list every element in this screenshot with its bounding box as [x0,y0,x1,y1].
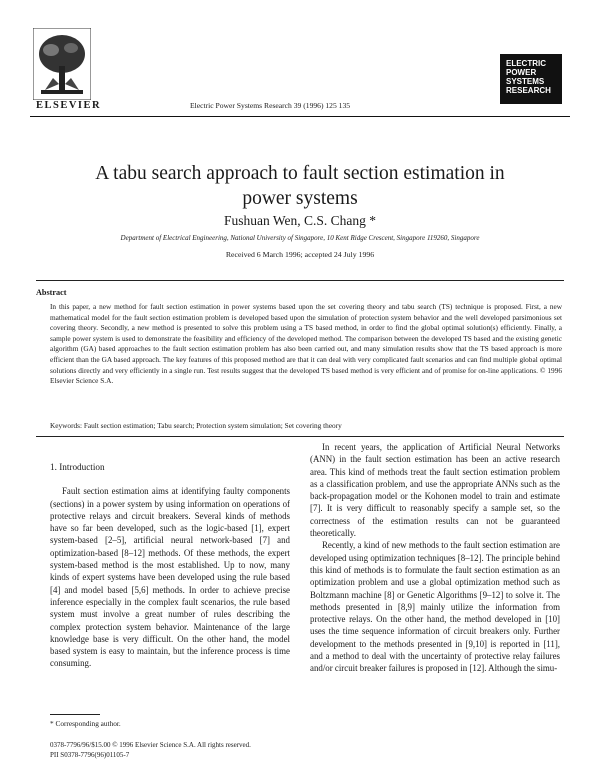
received-dates: Received 6 March 1996; accepted 24 July 1996 [225,250,375,259]
article-title [60,161,540,211]
title-line: A tabu search approach to fault section estimation in [95,163,505,184]
journal-logo [500,54,562,104]
paragraph: Fault section estimation aims at identifying faulty components (sections) in a power system by using information on operations of protective relays and circuit breakers. Several kinds of methods have so far been developed, such as the logic-based [1], expert system-based [2–5], artificial neural network-based [7] and optimization-based [8–12] methods. Of these methods, the expert system-based method is the most established. Up to now, many kinds of expert systems have been developed using the rule based [4] and model based [5,6] methods. In order to achieve precise inference especially in the complex fault scenarios, the rule based system must involve a great number of rules describing the complex protection system behavior. Maintenance of the large knowledge base is very difficult. On the other hand, the model based system is easy to maintain, but the inference process is time consuming. [50,486,290,669]
authors: Fushuan Wen, C.S. Chang * [223,213,377,228]
copyright-line: 0378-7796/96/$15.00 © 1996 Elsevier Science S.A. All rights reserved. [50,741,251,749]
paragraph: In recent years, the application of Artificial Neural Networks (ANN) in the fault section estimation has been an active research area. This kind of methods treat the fault section estimation problem as a classification problem, and use the appropriate ANNs such as the back-propagation model or the Kohonen model to train and estimate [7]. It is very difficult to reasonably specify a sample set, so the correctness of the estimation results can not be guaranteed theoretically. [310,442,560,539]
affiliation: Department of Electrical Engineering, National University of Singapore, 10 Kent Ridge Crescent, Singapore 119260, Singapore [120,234,480,242]
abstract-heading: Abstract [36,288,67,297]
journal-citation: Electric Power Systems Research 39 (1996) 125 135 [190,101,351,110]
journal-logo-line: POWER [506,68,537,77]
left-column [50,461,290,670]
footnote-rule [50,714,100,715]
footnote: * Corresponding author. [50,719,121,728]
abstract-bottom-rule [36,436,564,437]
paragraph: Recently, a kind of new methods to the fault section estimation are developed using optimization techniques [8–12]. The principle behind this kind of methods is to formulate the fault section estimation as an optimization problem and use a global optimization method such as Boltzmann machine [8] or Genetic Algorithms [9–12] to solve it. The methods presented in [8,9] mainly utilize the information from protective relays. On the other hand, the method developed in [10] uses the time sequence information of circuit breakers only. Further development to the methods presented in [9,10] is reported in [11], and a method to deal with the uncertainty of protective relay failures and/or circuit breaker failures is proposed in [12]. Although the simu- [310,540,560,674]
tree-logo-icon [33,28,91,100]
publisher-name: ELSEVIER [36,100,102,111]
title-line: power systems [242,188,358,209]
abstract-top-rule [36,280,564,281]
copyright [50,741,251,760]
header-rule [30,116,570,117]
journal-logo-line: RESEARCH [506,86,551,95]
journal-logo-line: SYSTEMS [506,77,545,86]
elsevier-tree-logo [33,28,91,100]
journal-logo-line: ELECTRIC [506,59,546,68]
keywords: Keywords: Fault section estimation; Tabu search; Protection system simulation; Set covering theory [50,421,342,430]
section-heading: 1. Introduction [50,462,105,472]
right-column [310,441,560,675]
abstract-text: In this paper, a new method for fault section estimation in power systems based upon the set covering theory and tabu search (TS) technique is proposed. First, a new mathematical model for the fault section estimation problem is developed based upon the simulation of protection system behavior and the well developed parsimonious set covering theory. Secondly, a new method is presented to solve this problem using a TS based method, in order to find the global optimal solution(s) efficiently. Finally, a sample power system is used to demonstrate the feasibility and efficiency of the developed method. The comparison between the developed TS based and the existing genetic algorithm (GA) based approaches to the fault section estimation problem has also been carried out, and many simulation results show that the TS based approach is more efficient than the GA based approach. The key features of this proposed method are that it can deal with very complicated fault scenarios and can find multiple global optimal solutions directly and very efficiently in a single run. Test results suggest that the developed TS based method is very efficient and of promise for on-line applications. © 1996 Elsevier Science S.A. [50,302,562,386]
copyright-line: PII S0378-7796(96)01105-7 [50,750,130,759]
